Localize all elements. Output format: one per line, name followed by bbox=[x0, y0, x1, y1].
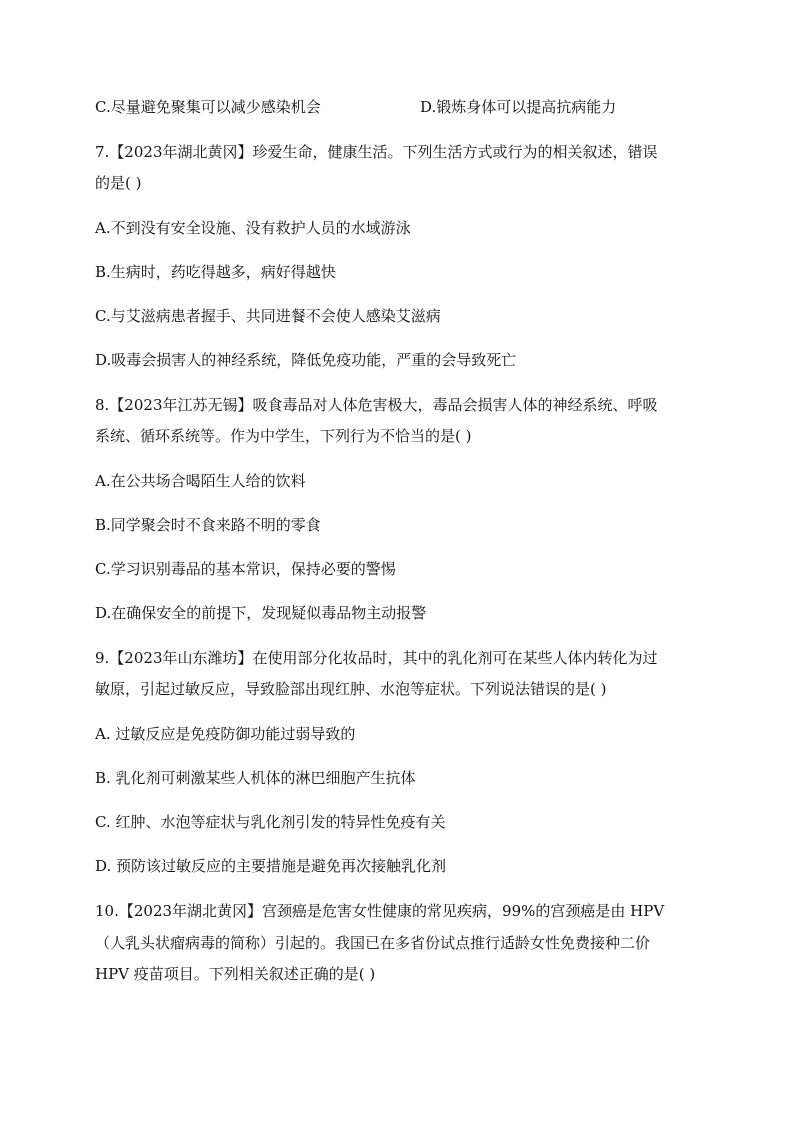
question-8-stem-line-2: 系统、循环系统等。作为中学生，下列行为不恰当的是( ) bbox=[95, 427, 472, 445]
question-9-stem-line-2: 敏原，引起过敏反应，导致脸部出现红肿、水泡等症状。下列说法错误的是( ) bbox=[95, 680, 607, 698]
question-7-option-b: B.生病时，药吃得越多，病好得越快 bbox=[95, 263, 336, 281]
question-10-stem-line-3: HPV 疫苗项目。下列相关叙述正确的是( ) bbox=[95, 965, 376, 983]
question-7-stem-line-1: 7.【2023年湖北黄冈】珍爱生命，健康生活。下列生活方式或行为的相关叙述，错误 bbox=[95, 143, 658, 161]
question-10-stem-line-2: （人乳头状瘤病毒的简称）引起的。我国已在多省份试点推行适龄女性免费接种二价 bbox=[95, 934, 651, 952]
question-8-option-b: B.同学聚会时不食来路不明的零食 bbox=[95, 516, 321, 534]
question-8-option-c: C.学习识别毒品的基本常识，保持必要的警惕 bbox=[95, 560, 396, 578]
question-8-option-a: A.在公共场合喝陌生人给的饮料 bbox=[95, 472, 306, 490]
question-9-option-c: C. 红肿、水泡等症状与乳化剂引发的特异性免疫有关 bbox=[95, 813, 446, 831]
question-7-option-a: A.不到没有安全设施、没有救护人员的水域游泳 bbox=[95, 219, 411, 237]
question-9-option-d: D. 预防该过敏反应的主要措施是避免再次接触乳化剂 bbox=[95, 857, 447, 875]
question-9-option-a: A. 过敏反应是免疫防御功能过弱导致的 bbox=[95, 725, 356, 743]
question-8-stem-line-1: 8.【2023年江苏无锡】吸食毒品对人体危害极大，毒品会损害人体的神经系统、呼吸 bbox=[95, 396, 658, 414]
question-10-stem-line-1: 10.【2023年湖北黄冈】宫颈癌是危害女性健康的常见疾病，99%的宫颈癌是由 HPV bbox=[95, 902, 665, 920]
question-7-option-d: D.吸毒会损害人的神经系统，降低免疫功能，严重的会导致死亡 bbox=[95, 351, 517, 369]
option-c-prev: C.尽量避免聚集可以减少感染机会 bbox=[95, 98, 321, 116]
question-7-option-c: C.与艾滋病患者握手、共同进餐不会使人感染艾滋病 bbox=[95, 307, 441, 325]
question-8-option-d: D.在确保安全的前提下，发现疑似毒品物主动报警 bbox=[95, 604, 427, 622]
question-7-stem-line-2: 的是( ) bbox=[95, 174, 142, 192]
option-d-prev: D.锻炼身体可以提高抗病能力 bbox=[420, 98, 617, 116]
question-9-option-b: B. 乳化剂可刺激某些人机体的淋巴细胞产生抗体 bbox=[95, 769, 416, 787]
question-9-stem-line-1: 9.【2023年山东潍坊】在使用部分化妆品时，其中的乳化剂可在某些人体内转化为过 bbox=[95, 649, 658, 667]
